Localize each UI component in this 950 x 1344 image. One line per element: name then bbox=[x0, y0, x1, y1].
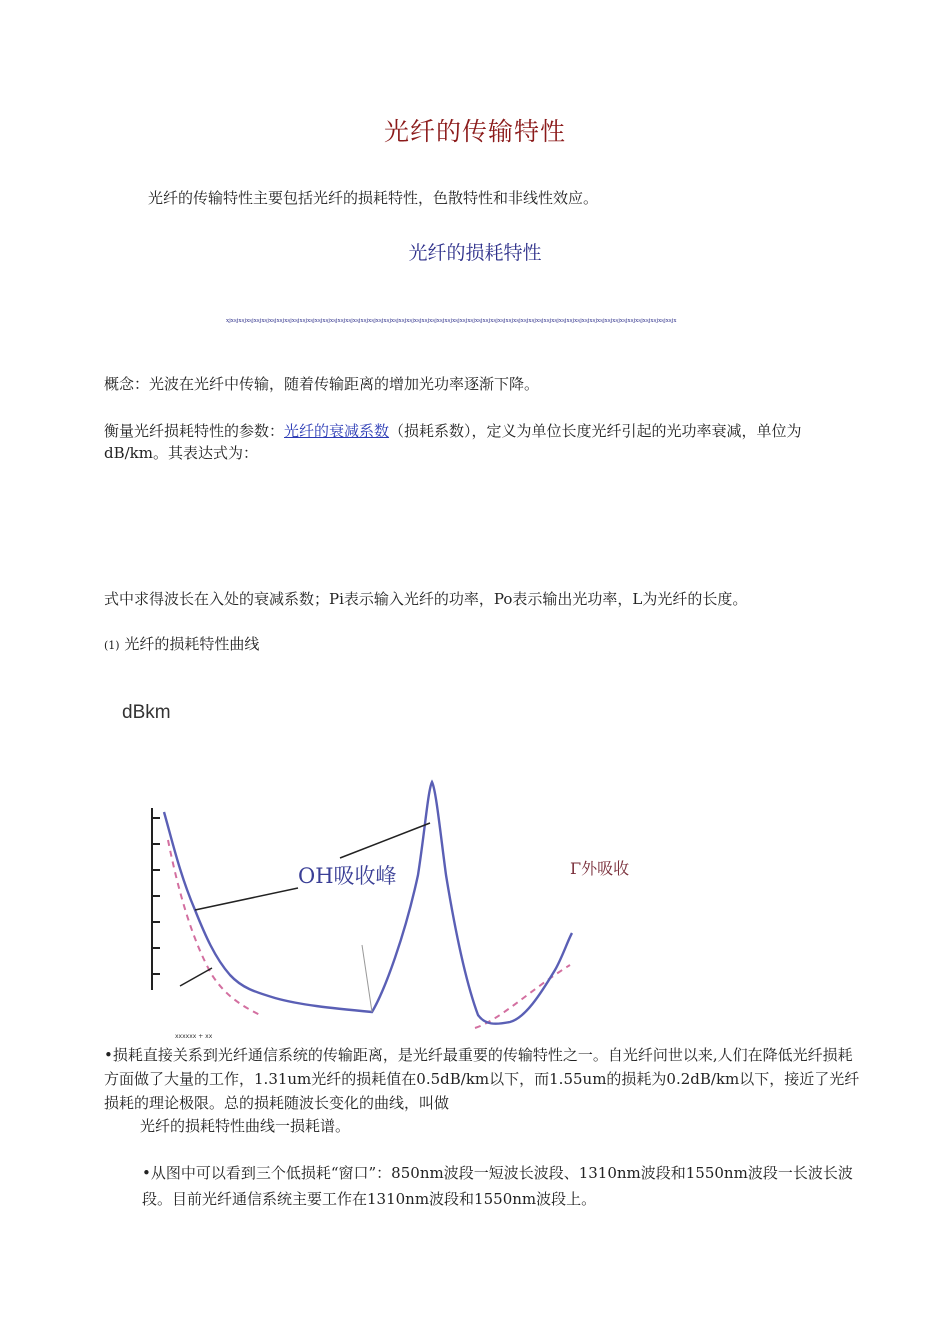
chart-ylabel: dBkm bbox=[122, 702, 171, 723]
bullet-paragraph-1-continuation: 光纤的损耗特性曲线一损耗谱。 bbox=[140, 1117, 351, 1135]
parameter-prefix: 衡量光纤损耗特性的参数： bbox=[104, 422, 285, 440]
formula-placeholder bbox=[104, 475, 844, 575]
oh-leader-line-valley bbox=[362, 945, 372, 1012]
section-number: (1) bbox=[104, 639, 120, 652]
section-subtitle: 光纤的损耗特性 bbox=[408, 242, 542, 264]
infrared-absorption-label: Γ外吸收 bbox=[570, 859, 630, 878]
section-heading-text: 光纤的损耗特性曲线 bbox=[124, 635, 260, 653]
loss-spectrum-chart bbox=[100, 690, 660, 1040]
oh-leader-line-right bbox=[340, 823, 430, 858]
bullet-paragraph-2: •从图中可以看到三个低损耗“窗口”：850nm波段一短波长波段、1310nm波段和1550nm波段一长波长波段。目前光纤通信系统主要工作在1310nm波段和1550nm波段上。 bbox=[142, 1164, 853, 1208]
chart-y-ticks bbox=[152, 818, 160, 974]
filler-line: xjxsjxsjxsjxsjxsjxsjxsjxsjxsjxsjxsjxsjxsjxsjxsjxsjxsjxsjxsjxsjxsjxsjxsjxsjxsjxsjxsjxsjxsjxsjxsjxsjxsjxsjxsjxsjxsjxsjxsjxsjxsjxsjxsjxsjxsjxsjxsjxsjxsjxsjxsjxsjxsjxsjxsjxsjxsjxsjx bbox=[226, 318, 677, 324]
x-axis-tick-label: xxxxxx + xx bbox=[175, 1033, 213, 1040]
oh-leader-line-left bbox=[195, 888, 298, 910]
page-title: 光纤的传输特性 bbox=[383, 117, 566, 146]
attenuation-coefficient-link[interactable]: 光纤的衰减系数 bbox=[284, 422, 390, 440]
concept-paragraph: 概念：光波在光纤中传输，随着传输距离的增加光功率逐渐下降。 bbox=[104, 375, 540, 393]
intro-paragraph: 光纤的传输特性主要包括光纤的损耗特性，色散特性和非线性效应。 bbox=[148, 189, 599, 207]
section-heading-1 bbox=[104, 633, 259, 657]
parameter-suffix: （损耗系数），定义为单位长度光纤引起的光功率衰减，单位为dB/km。其表达式为： bbox=[104, 422, 802, 462]
explanation-paragraph: 式中求得波长在入处的衰减系数；Pi表示输入光纤的功率，Po表示输出光功率，L为光纤的长度。 bbox=[104, 590, 748, 608]
oh-peak-label: OH吸收峰 bbox=[298, 864, 397, 888]
parameter-paragraph bbox=[104, 420, 844, 464]
bullet-paragraph-1: •损耗直接关系到光纤通信系统的传输距离，是光纤最重要的传输特性之一。自光纤问世以来,人们在降低光纤损耗方面做了大量的工作，1.31um光纤的损耗值在0.5dB/km以下，而1.55um的损耗为0.2dB/km以下，接近了光纤损耗的理论极限。总的损耗随波长变化的曲线，叫做 bbox=[104, 1046, 860, 1112]
oh-leader-line-lower bbox=[180, 968, 212, 986]
